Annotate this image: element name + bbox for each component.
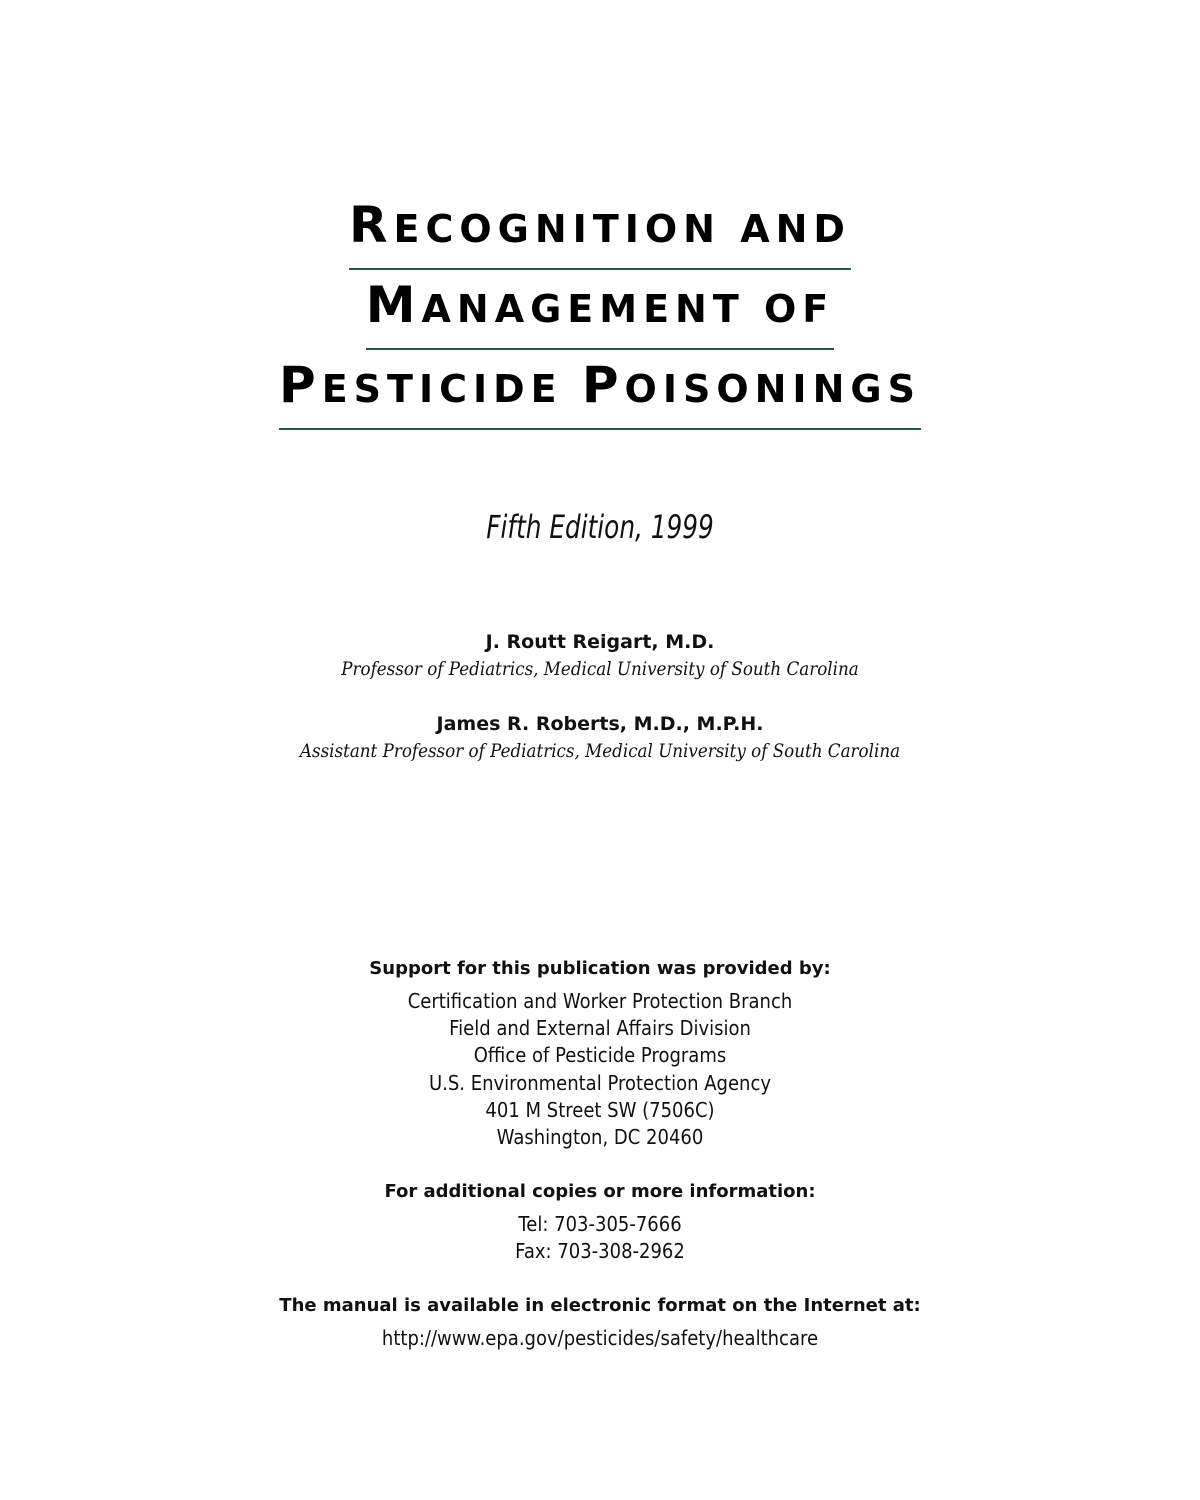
author-affiliation: Assistant Professor of Pediatrics, Medical University of South Carolina (299, 740, 901, 762)
title-line-3: PESTICIDE POISONINGS (279, 360, 921, 430)
author-name: James R. Roberts, M.D., M.P.H. (436, 713, 764, 735)
manual-url: http://www.epa.gov/pesticides/safety/healthcare (381, 1326, 819, 1350)
address-line: 401 M Street SW (7506C) (485, 1097, 715, 1122)
fax-number: Fax: 703-308-2962 (515, 1239, 685, 1264)
author-name: J. Routt Reigart, M.D. (485, 631, 715, 653)
edition-text: Fifth Edition, 1999 (486, 508, 714, 546)
internet-block (0, 1293, 1200, 1352)
title-line-1: RECOGNITION AND (349, 200, 851, 270)
title-line-2: MANAGEMENT OF (366, 280, 835, 350)
address-line: Washington, DC 20460 (496, 1125, 704, 1150)
address-line: Office of Pesticide Programs (473, 1043, 727, 1068)
support-heading: Support for this publication was provided by: (369, 958, 831, 979)
address-line: Field and External Affairs Division (449, 1016, 751, 1041)
authors-block (0, 628, 1200, 764)
internet-heading: The manual is available in electronic format on the Internet at: (279, 1295, 921, 1316)
copies-block (0, 1179, 1200, 1265)
support-block (0, 956, 1200, 1151)
copies-heading: For additional copies or more information: (384, 1181, 816, 1202)
address-line: U.S. Environmental Protection Agency (428, 1070, 771, 1095)
tel-number: Tel: 703-305-7666 (518, 1212, 682, 1236)
address-line: Certification and Worker Protection Branch (407, 989, 793, 1013)
author-affiliation: Professor of Pediatrics, Medical University of South Carolina (341, 658, 859, 680)
title-block (0, 190, 1200, 430)
